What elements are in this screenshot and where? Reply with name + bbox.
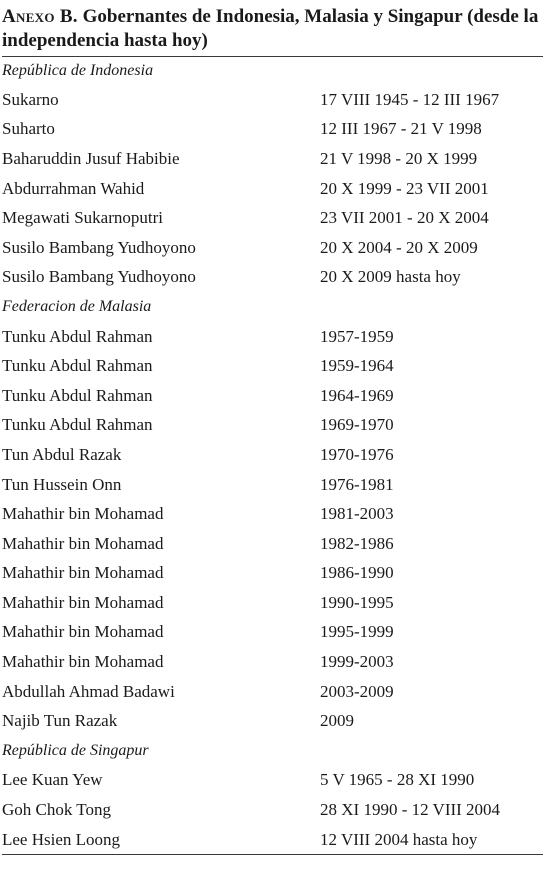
table-row: [2, 825, 543, 855]
ruler-name: Tun Abdul Razak: [2, 444, 122, 464]
ruler-period: 1990-1995: [320, 592, 394, 612]
rulers-table: [2, 57, 543, 854]
table-row: [2, 706, 543, 736]
bottom-rule: [2, 854, 543, 855]
table-row: [2, 795, 543, 825]
section-heading-row: [2, 292, 543, 322]
table-row: [2, 144, 543, 174]
ruler-period: 2003-2009: [320, 681, 394, 701]
ruler-period: 1995-1999: [320, 622, 394, 642]
table-row: [2, 411, 543, 441]
table-row: [2, 618, 543, 648]
annex-title: [2, 0, 543, 53]
section-heading: República de Singapur: [2, 741, 149, 759]
ruler-name: Susilo Bambang Yudhoyono: [2, 267, 196, 287]
ruler-period: 1976-1981: [320, 474, 394, 494]
ruler-period: 17 VIII 1945 - 12 III 1967: [320, 89, 500, 109]
ruler-name: Tunku Abdul Rahman: [2, 356, 153, 376]
table-row: [2, 647, 543, 677]
ruler-period: 12 VIII 2004 hasta hoy: [320, 829, 478, 849]
ruler-name: Mahathir bin Mohamad: [2, 592, 164, 612]
ruler-period: 1957-1959: [320, 326, 394, 346]
ruler-name: Suharto: [2, 119, 55, 139]
ruler-period: 20 X 2009 hasta hoy: [320, 267, 461, 287]
annex-title-text: Gobernantes de Indonesia, Malasia y Singapur (desde la independencia hasta hoy): [2, 6, 539, 51]
table-row: [2, 115, 543, 145]
table-row: [2, 677, 543, 707]
ruler-period: 1982-1986: [320, 533, 394, 553]
ruler-period: 21 V 1998 - 20 X 1999: [320, 148, 478, 168]
ruler-period: 1970-1976: [320, 444, 394, 464]
ruler-name: Mahathir bin Mohamad: [2, 504, 164, 524]
section-heading: República de Indonesia: [2, 62, 154, 79]
ruler-name: Abdurrahman Wahid: [2, 178, 145, 198]
table-row: [2, 559, 543, 589]
table-row: [2, 499, 543, 529]
ruler-name: Tunku Abdul Rahman: [2, 415, 153, 435]
ruler-name: Lee Hsien Loong: [2, 829, 121, 849]
ruler-name: Megawati Sukarnoputri: [2, 208, 163, 228]
table-row: [2, 470, 543, 500]
ruler-name: Susilo Bambang Yudhoyono: [2, 237, 196, 257]
ruler-name: Tunku Abdul Rahman: [2, 326, 153, 346]
table-row: [2, 440, 543, 470]
ruler-name: Goh Chok Tong: [2, 800, 112, 820]
ruler-name: Mahathir bin Mohamad: [2, 652, 164, 672]
table-row: [2, 766, 543, 796]
table-row: [2, 233, 543, 263]
ruler-name: Mahathir bin Mohamad: [2, 533, 164, 553]
annex-page: [2, 0, 543, 855]
table-row: [2, 322, 543, 352]
table-row: [2, 529, 543, 559]
table-row: [2, 174, 543, 204]
section-heading-row: [2, 736, 543, 766]
ruler-name: Baharuddin Jusuf Habibie: [2, 148, 180, 168]
ruler-period: 2009: [320, 711, 354, 731]
ruler-period: 1969-1970: [320, 415, 394, 435]
annex-label: Anexo B.: [2, 6, 78, 27]
ruler-name: Abdullah Ahmad Badawi: [2, 681, 175, 701]
ruler-period: 1964-1969: [320, 385, 394, 405]
ruler-period: 20 X 1999 - 23 VII 2001: [320, 178, 489, 198]
ruler-period: 5 V 1965 - 28 XI 1990: [320, 770, 475, 790]
ruler-name: Tunku Abdul Rahman: [2, 385, 153, 405]
ruler-period: 1999-2003: [320, 652, 394, 672]
table-row: [2, 263, 543, 293]
ruler-name: Tun Hussein Onn: [2, 474, 122, 494]
ruler-name: Mahathir bin Mohamad: [2, 622, 164, 642]
table-row: [2, 381, 543, 411]
table-row: [2, 588, 543, 618]
table-row: [2, 203, 543, 233]
ruler-name: Najib Tun Razak: [2, 711, 118, 731]
section-heading-row: [2, 57, 543, 85]
ruler-name: Mahathir bin Mohamad: [2, 563, 164, 583]
ruler-name: Sukarno: [2, 89, 59, 109]
ruler-period: 1959-1964: [320, 356, 394, 376]
ruler-period: 20 X 2004 - 20 X 2009: [320, 237, 478, 257]
ruler-period: 23 VII 2001 - 20 X 2004: [320, 208, 489, 228]
ruler-period: 28 XI 1990 - 12 VIII 2004: [320, 800, 501, 820]
section-heading: Federacion de Malasia: [2, 297, 152, 315]
ruler-period: 1981-2003: [320, 504, 394, 524]
ruler-period: 12 III 1967 - 21 V 1998: [320, 119, 482, 139]
ruler-name: Lee Kuan Yew: [2, 770, 103, 790]
rulers-table-body: [2, 57, 543, 854]
table-row: [2, 351, 543, 381]
ruler-period: 1986-1990: [320, 563, 394, 583]
table-row: [2, 85, 543, 115]
